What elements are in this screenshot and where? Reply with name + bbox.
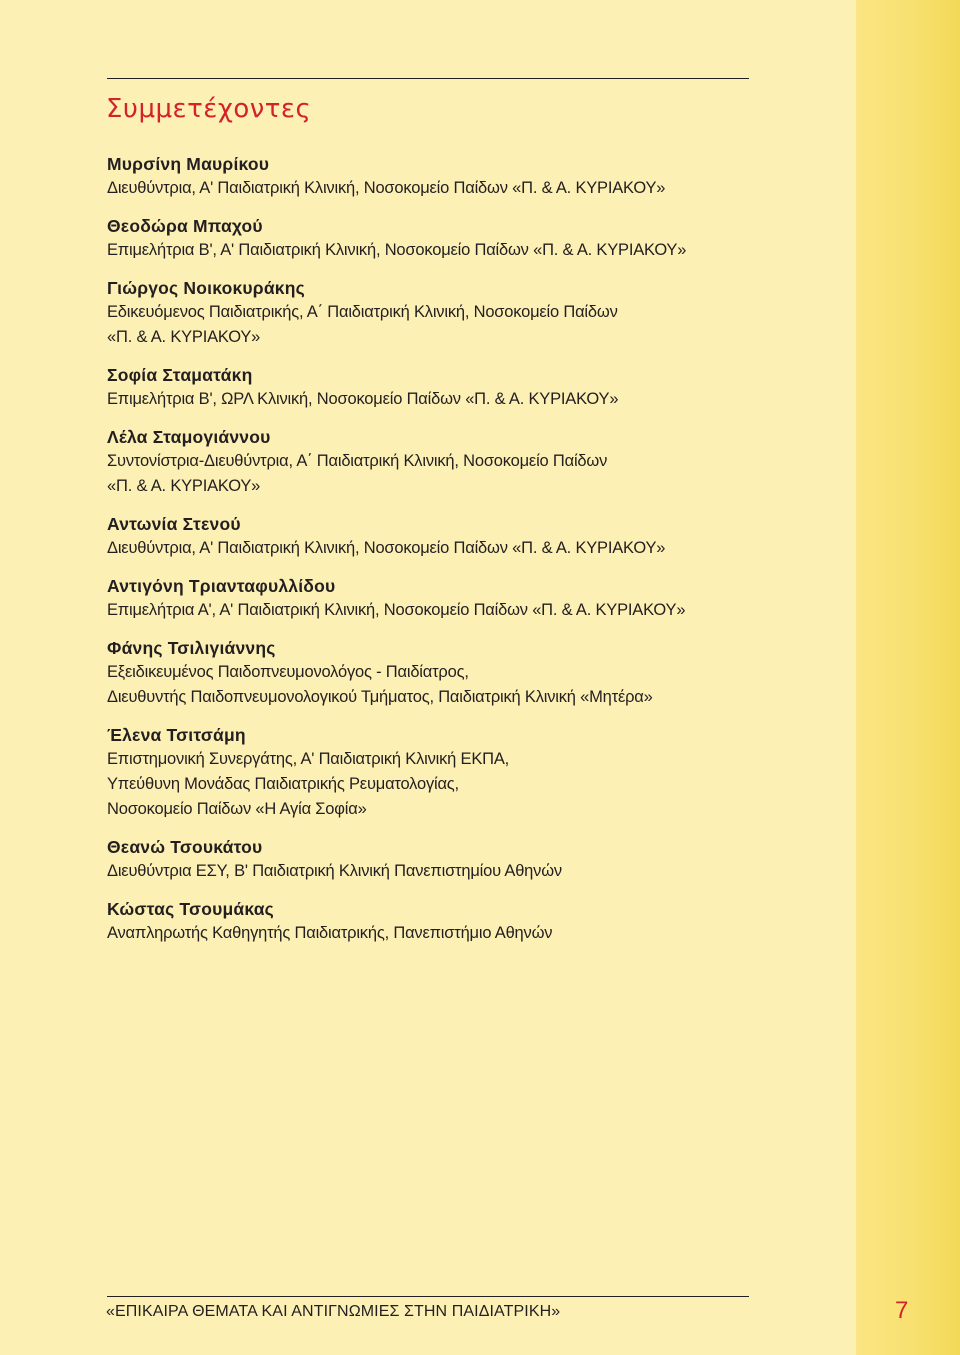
participant-entry [107, 276, 747, 350]
footer-title: «ΕΠΙΚΑΙΡΑ ΘΕΜΑΤΑ ΚΑΙ ΑΝΤΙΓΝΩΜΙΕΣ ΣΤΗΝ ΠΑΙΔΙΑΤΡΙΚΗ» [106, 1303, 561, 1320]
page-number: 7 [895, 1297, 909, 1324]
participant-affiliation: Διευθύντρια, Α' Παιδιατρική Κλινική, Νοσοκομείο Παίδων «Π. & Α. ΚΥΡΙΑΚΟΥ» [107, 179, 666, 197]
page-heading: Συμμετέχοντες [106, 94, 312, 124]
participant-affiliation: Αναπληρωτής Καθηγητής Παιδιατρικής, Πανεπιστήμιο Αθηνών [107, 924, 553, 942]
participant-affiliation: Επιμελήτρια Β', ΩΡΛ Κλινική, Νοσοκομείο Παίδων «Π. & Α. ΚΥΡΙΑΚΟΥ» [107, 390, 619, 408]
participant-entry [107, 897, 747, 946]
participant-entry [107, 214, 747, 263]
participant-name: Φάνης Τσιλιγιάννης [107, 638, 276, 658]
participant-affiliation: Εξειδικευμένος Παιδοπνευμονολόγος - Παιδίατρος, [107, 663, 469, 681]
participant-name: Θεοδώρα Μπαχού [107, 216, 263, 236]
participant-name: Γιώργος Νοικοκυράκης [107, 278, 305, 298]
participant-affiliation: «Π. & Α. ΚΥΡΙΑΚΟΥ» [107, 477, 261, 495]
participant-affiliation: Επιμελήτρια Β', Α' Παιδιατρική Κλινική, Νοσοκομείο Παίδων «Π. & Α. ΚΥΡΙΑΚΟΥ» [107, 241, 687, 259]
participant-entry [107, 835, 747, 884]
participant-entry [107, 723, 747, 822]
participant-affiliation: Εδικευόμενος Παιδιατρικής, Α΄ Παιδιατρική Κλινική, Νοσοκομείο Παίδων [107, 303, 618, 321]
participant-entry [107, 425, 747, 499]
participants-list [107, 152, 747, 959]
participant-affiliation: Υπεύθυνη Μονάδας Παιδιατρικής Ρευματολογίας, [107, 775, 459, 793]
participant-name: Αντωνία Στενού [107, 514, 241, 534]
participant-name: Κώστας Τσουμάκας [107, 899, 274, 919]
participant-entry [107, 152, 747, 201]
participant-name: Λέλα Σταμογιάννου [107, 427, 271, 447]
participant-affiliation: Διευθύντρια ΕΣΥ, Β' Παιδιατρική Κλινική Πανεπιστημίου Αθηνών [107, 862, 562, 880]
participant-name: Θεανώ Τσουκάτου [107, 837, 263, 857]
participant-affiliation: Διευθύντρια, Α' Παιδιατρική Κλινική, Νοσοκομείο Παίδων «Π. & Α. ΚΥΡΙΑΚΟΥ» [107, 539, 666, 557]
participant-affiliation: Συντονίστρια-Διευθύντρια, Α΄ Παιδιατρική Κλινική, Νοσοκομείο Παίδων [107, 452, 608, 470]
participant-entry [107, 363, 747, 412]
participant-affiliation: Επιστημονική Συνεργάτης, Α' Παιδιατρική Κλινική ΕΚΠΑ, [107, 750, 510, 768]
side-color-band [856, 0, 960, 1355]
participant-name: Έλενα Τσιτσάμη [107, 725, 246, 745]
participant-name: Σοφία Σταματάκη [107, 365, 253, 385]
participant-name: Αντιγόνη Τριανταφυλλίδου [107, 576, 336, 596]
participant-name: Μυρσίνη Μαυρίκου [107, 154, 270, 174]
participant-entry [107, 636, 747, 710]
participant-entry [107, 512, 747, 561]
participant-entry [107, 574, 747, 623]
top-rule [107, 78, 749, 79]
participant-affiliation: Νοσοκομείο Παίδων «Η Αγία Σοφία» [107, 800, 367, 818]
footer-rule [107, 1296, 749, 1297]
participant-affiliation: «Π. & Α. ΚΥΡΙΑΚΟΥ» [107, 328, 261, 346]
participant-affiliation: Επιμελήτρια Α', Α' Παιδιατρική Κλινική, Νοσοκομείο Παίδων «Π. & Α. ΚΥΡΙΑΚΟΥ» [107, 601, 686, 619]
participant-affiliation: Διευθυντής Παιδοπνευμονολογικού Τμήματος, Παιδιατρική Κλινική «Μητέρα» [107, 688, 653, 706]
